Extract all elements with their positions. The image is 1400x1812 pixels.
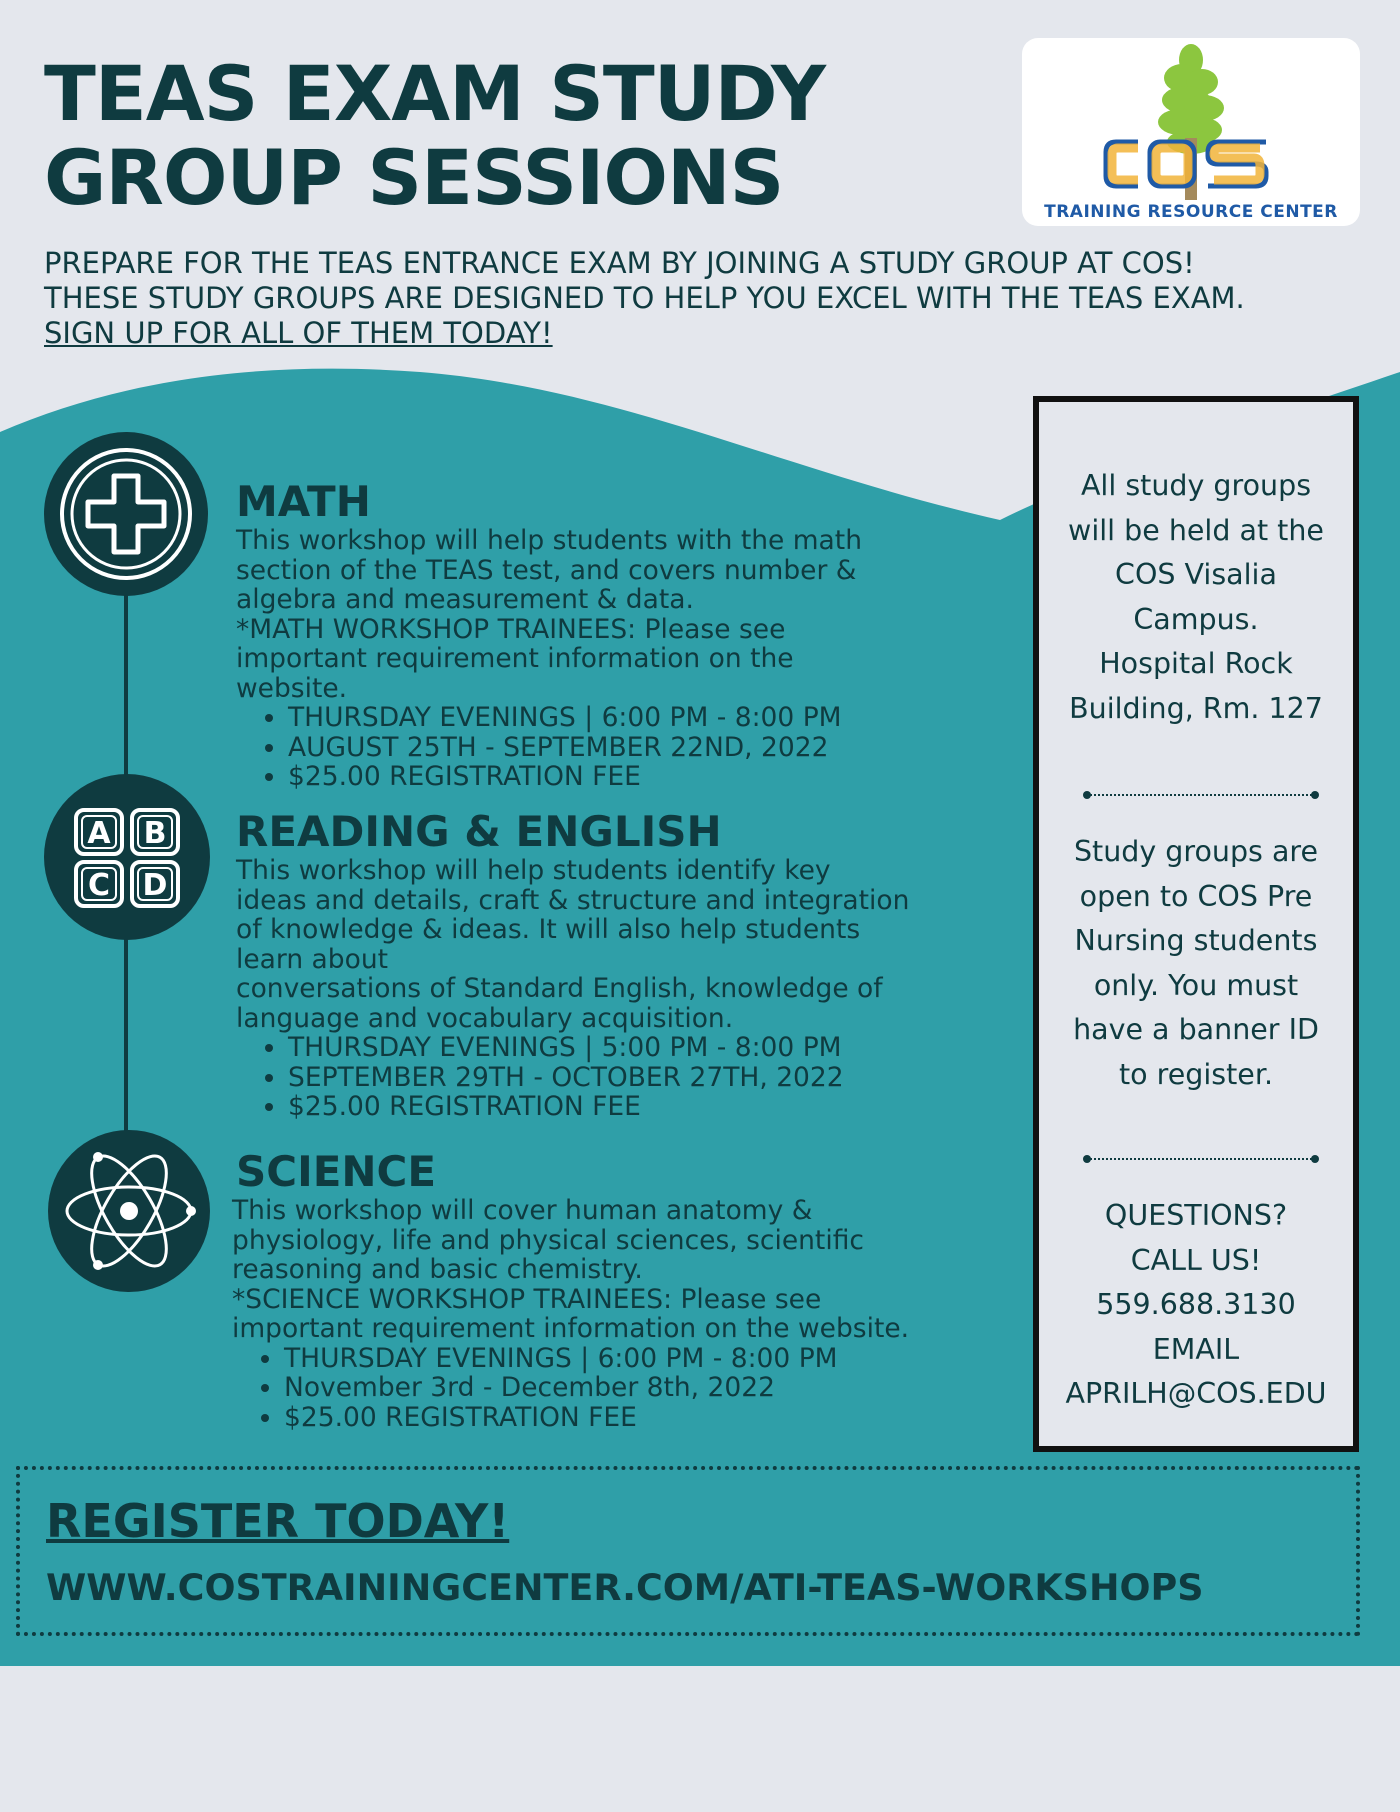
reading-details-list — [236, 1033, 1016, 1122]
science-desc-line: This workshop will cover human anatomy & — [232, 1195, 813, 1226]
science-dates: • November 3rd - December 8th, 2022 — [284, 1373, 1012, 1403]
location-line: COS Visalia — [1115, 558, 1277, 591]
call-us-label: CALL US! — [1130, 1243, 1262, 1277]
email-address[interactable]: APRILH@COS.EDU — [1065, 1377, 1327, 1410]
science-desc-line: reasoning and basic chemistry. — [232, 1254, 643, 1285]
letter-c: C — [87, 868, 111, 903]
reading-desc-line: of knowledge & ideas. It will also help students — [236, 914, 861, 945]
reading-desc-line: learn about — [236, 943, 389, 975]
letter-b: B — [143, 816, 167, 851]
reading-desc-line: This workshop will help students identify key — [236, 855, 831, 886]
science-desc-line: physiology, life and physical sciences, scientific — [232, 1224, 864, 1256]
eligibility-info — [1039, 830, 1353, 1097]
eligibility-line: only. You must — [1093, 968, 1299, 1002]
math-fee: • $25.00 REGISTRATION FEE — [288, 762, 1016, 792]
page-title — [44, 49, 944, 222]
phone-number[interactable]: 559.688.3130 — [1096, 1288, 1296, 1321]
eligibility-line: Study groups are — [1073, 835, 1319, 868]
letter-d: D — [142, 868, 168, 903]
sidebar-divider — [1087, 1158, 1315, 1160]
science-description — [232, 1196, 1012, 1344]
reading-schedule: • THURSDAY EVENINGS | 5:00 PM - 8:00 PM — [288, 1033, 1016, 1063]
location-line: Hospital Rock — [1099, 647, 1293, 680]
science-schedule: • THURSDAY EVENINGS | 6:00 PM - 8:00 PM — [284, 1344, 1012, 1374]
letter-a: A — [87, 816, 111, 851]
math-desc-line: website. — [236, 672, 348, 704]
logo-caption: TRAINING RESOURCE CENTER — [1044, 202, 1338, 222]
medical-cross-icon — [44, 432, 208, 596]
atom-icon — [48, 1130, 210, 1292]
reading-section — [236, 808, 1016, 1122]
info-sidebar — [1033, 396, 1359, 1452]
math-schedule: • THURSDAY EVENINGS | 6:00 PM - 8:00 PM — [288, 703, 1016, 733]
reading-desc-line: ideas and details, craft & structure and integration — [236, 884, 910, 916]
location-line: will be held at the — [1068, 513, 1324, 547]
reading-icon-circle — [44, 774, 210, 940]
reading-description — [236, 856, 1016, 1033]
location-info — [1039, 464, 1353, 731]
eligibility-line: to register. — [1118, 1057, 1274, 1091]
register-title: REGISTER TODAY! — [46, 1494, 510, 1548]
math-title: MATH — [236, 477, 371, 526]
science-section — [232, 1148, 1012, 1432]
math-desc-line: *MATH WORKSHOP TRAINEES: Please see — [236, 613, 786, 645]
location-line: Building, Rm. 127 — [1069, 691, 1323, 725]
science-desc-line: important requirement information on the website. — [232, 1313, 910, 1344]
reading-dates: • SEPTEMBER 29TH - OCTOBER 27TH, 2022 — [288, 1063, 1016, 1093]
math-section — [236, 478, 1016, 792]
location-line: All study groups — [1080, 469, 1312, 502]
cos-logo — [1022, 38, 1360, 226]
science-desc-line: *SCIENCE WORKSHOP TRAINEES: Please see — [232, 1283, 822, 1315]
math-description — [236, 526, 1016, 703]
sidebar-divider — [1087, 794, 1315, 796]
science-title: SCIENCE — [236, 1147, 437, 1196]
math-desc-line: algebra and measurement & data. — [236, 584, 694, 615]
math-desc-line: section of the TEAS test, and covers number & — [236, 554, 857, 586]
intro-text — [44, 246, 1264, 351]
math-desc-line: important requirement information on the — [236, 643, 794, 674]
eligibility-line: open to COS Pre — [1079, 879, 1313, 913]
math-icon-circle — [44, 432, 208, 596]
email-label: EMAIL — [1152, 1332, 1240, 1366]
register-url-link[interactable]: WWW.COSTRAININGCENTER.COM/ATI-TEAS-WORKSHOPS — [46, 1566, 1204, 1609]
eligibility-line: have a banner ID — [1073, 1013, 1319, 1046]
reading-desc-line: language and vocabulary acquisition. — [236, 1002, 734, 1034]
reading-title: READING & ENGLISH — [236, 807, 722, 856]
science-details-list — [232, 1344, 1012, 1433]
science-icon-circle — [48, 1130, 210, 1292]
sign-up-link[interactable]: SIGN UP FOR ALL OF THEM TODAY! — [44, 316, 553, 350]
redwood-tree-icon — [1022, 38, 1360, 208]
math-desc-line: This workshop will help students with the math — [236, 525, 862, 556]
science-fee: • $25.00 REGISTRATION FEE — [284, 1403, 1012, 1433]
title-line-2: GROUP SESSIONS — [44, 133, 784, 222]
math-dates: • AUGUST 25TH - SEPTEMBER 22ND, 2022 — [288, 733, 1016, 763]
title-line-1: TEAS EXAM STUDY — [44, 49, 826, 138]
abcd-blocks-icon — [44, 774, 210, 940]
register-box — [16, 1466, 1360, 1636]
reading-desc-line: conversations of Standard English, knowledge of — [236, 973, 883, 1004]
questions-label: QUESTIONS? — [1104, 1199, 1288, 1232]
math-details-list — [236, 703, 1016, 792]
eligibility-line: Nursing students — [1074, 924, 1318, 957]
location-line: Campus. — [1133, 602, 1259, 636]
intro-body: PREPARE FOR THE TEAS ENTRANCE EXAM BY JOINING A STUDY GROUP AT COS! THESE STUDY GROUPS ARE DESIGNED TO HELP YOU EXCEL WITH THE TEAS EXAM. — [44, 246, 1245, 315]
reading-fee: • $25.00 REGISTRATION FEE — [288, 1092, 1016, 1122]
contact-info — [1039, 1194, 1353, 1417]
